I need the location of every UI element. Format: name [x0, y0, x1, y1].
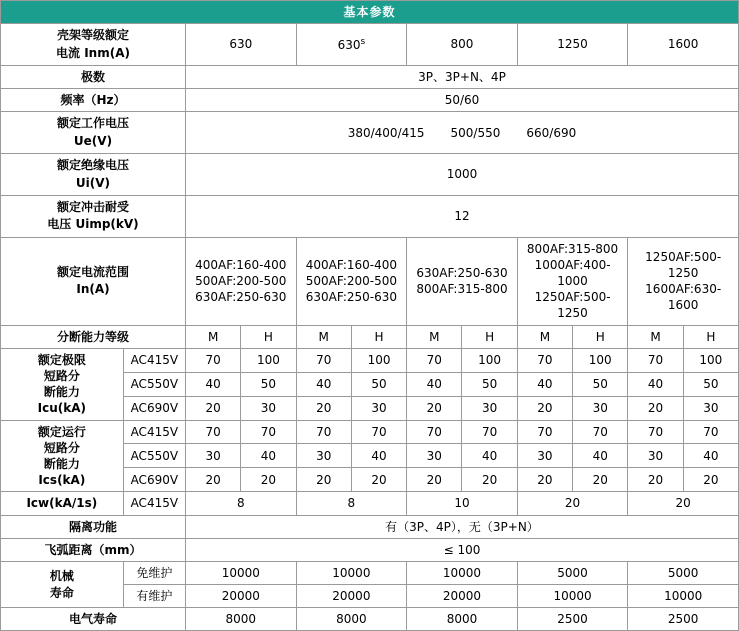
ultimate-ac690-6: 30 [462, 396, 517, 420]
current-range-col-4 [517, 237, 628, 325]
frame-current-value-1: 630 [185, 24, 296, 66]
service-ac415-9: 70 [628, 420, 683, 444]
service-ac415-4: 70 [351, 420, 406, 444]
icw-value-2: 8 [296, 492, 407, 515]
rated-working-voltage-value-3: 660/690 [526, 125, 577, 140]
mech-life-maint-1: 20000 [185, 585, 296, 608]
rated-insulation-voltage-label-line2: Ui(V) [75, 175, 111, 190]
service-ac550-4: 40 [351, 444, 406, 468]
row-label-ultimate-breaking-capacity [1, 348, 124, 420]
service-ac550-8: 40 [573, 444, 628, 468]
class-cell-1: M [185, 325, 240, 348]
row-rated-insulation-voltage [1, 154, 739, 196]
service-ac550-6: 40 [462, 444, 517, 468]
current-range-2-line2: 500AF:200-500 [305, 274, 397, 289]
row-poles [1, 65, 739, 88]
mech-life-maint-2: 20000 [296, 585, 407, 608]
row-service-ac415 [1, 420, 739, 444]
current-range-col-3 [407, 237, 518, 325]
electrical-life-3: 8000 [407, 608, 518, 631]
mech-life-free-1: 10000 [185, 561, 296, 584]
service-ac690-3: 20 [296, 468, 351, 492]
service-ac690-6: 20 [462, 468, 517, 492]
current-range-col-2 [296, 237, 407, 325]
mech-life-maint-5: 10000 [628, 585, 739, 608]
icw-value-3: 10 [407, 492, 518, 515]
row-frequency [1, 89, 739, 112]
ultimate-ac690-8: 30 [573, 396, 628, 420]
class-cell-2: H [241, 325, 296, 348]
row-label-rated-insulation-voltage [1, 154, 186, 196]
row-mech-life-free [1, 561, 739, 584]
row-label-breaking-capacity-class: 分断能力等级 [1, 325, 186, 348]
ultimate-ac690-3: 20 [296, 396, 351, 420]
row-electrical-life [1, 608, 739, 631]
class-cell-4: H [351, 325, 406, 348]
class-cell-8: H [573, 325, 628, 348]
frame-current-value-5: 1600 [628, 24, 739, 66]
row-current-range [1, 237, 739, 325]
service-label-line4: Ics(kA) [38, 473, 86, 488]
electrical-life-4: 2500 [517, 608, 628, 631]
service-ac415-1: 70 [185, 420, 240, 444]
ultimate-ac415-9: 70 [628, 348, 683, 372]
rated-insulation-voltage-value: 1000 [185, 154, 738, 196]
current-range-2-line3: 630AF:250-630 [305, 290, 397, 305]
row-label-arc-distance: 飞弧距离（mm） [1, 538, 186, 561]
row-label-frame-current [1, 24, 186, 66]
service-ac550-2: 40 [241, 444, 296, 468]
frame-current-label-line2: 电流 Inm(A) [56, 45, 130, 60]
ultimate-ac550-4: 50 [351, 372, 406, 396]
ultimate-ac550-1: 40 [185, 372, 240, 396]
service-ac550-3: 30 [296, 444, 351, 468]
icw-value-5: 20 [628, 492, 739, 515]
class-cell-9: M [628, 325, 683, 348]
frequency-value: 50/60 [185, 89, 738, 112]
frame-current-value-4: 1250 [517, 24, 628, 66]
service-ac415-3: 70 [296, 420, 351, 444]
rated-working-voltage-label-line2: Ue(V) [73, 133, 113, 148]
service-label-line3: 断能力 [43, 456, 80, 471]
ultimate-ac690-2: 30 [241, 396, 296, 420]
row-label-electrical-life: 电气寿命 [1, 608, 186, 631]
rated-impulse-voltage-label-line1: 额定冲击耐受 [56, 199, 129, 214]
ultimate-ac415-3: 70 [296, 348, 351, 372]
current-range-1-line2: 500AF:200-500 [195, 274, 287, 289]
rated-impulse-voltage-value: 12 [185, 195, 738, 237]
ultimate-ac415-4: 100 [351, 348, 406, 372]
mech-life-free-2: 10000 [296, 561, 407, 584]
class-cell-3: M [296, 325, 351, 348]
row-breaking-capacity-class [1, 325, 739, 348]
service-ac415-5: 70 [407, 420, 462, 444]
class-cell-5: M [407, 325, 462, 348]
rated-impulse-voltage-label-line2: 电压 Uimp(kV) [47, 217, 139, 232]
service-ac690-1: 20 [185, 468, 240, 492]
service-voltage-label-ac690: AC690V [123, 468, 185, 492]
ultimate-ac550-5: 40 [407, 372, 462, 396]
service-ac415-7: 70 [517, 420, 572, 444]
service-ac690-9: 20 [628, 468, 683, 492]
ultimate-ac690-7: 20 [517, 396, 572, 420]
ultimate-voltage-label-ac550: AC550V [123, 372, 185, 396]
table-title-row [1, 1, 739, 24]
ultimate-ac550-8: 50 [573, 372, 628, 396]
service-label-line1: 额定运行 [37, 424, 86, 439]
frame-current-value-2-text: 630 [337, 37, 361, 52]
row-label-isolation: 隔离功能 [1, 515, 186, 538]
row-label-poles: 极数 [1, 65, 186, 88]
ultimate-ac690-10: 30 [683, 396, 738, 420]
arc-distance-value: ≤ 100 [185, 538, 738, 561]
rated-insulation-voltage-label-line1: 额定绝缘电压 [56, 158, 129, 173]
service-ac415-6: 70 [462, 420, 517, 444]
mech-life-maint-3: 20000 [407, 585, 518, 608]
frame-current-superscript: s [360, 36, 366, 47]
ultimate-ac415-8: 100 [573, 348, 628, 372]
rated-working-voltage-value-2: 500/550 [450, 125, 501, 140]
row-label-current-range [1, 237, 186, 325]
mech-life-free-3: 10000 [407, 561, 518, 584]
ultimate-ac550-2: 50 [241, 372, 296, 396]
electrical-life-1: 8000 [185, 608, 296, 631]
ultimate-label-line4: Icu(kA) [37, 401, 86, 416]
mech-life-label-line2: 寿命 [49, 585, 74, 600]
frame-current-value-3: 800 [407, 24, 518, 66]
rated-working-voltage-value-1: 380/400/415 [347, 125, 425, 140]
mech-life-label-line1: 机械 [49, 569, 74, 584]
class-cell-6: H [462, 325, 517, 348]
mech-life-free-5: 5000 [628, 561, 739, 584]
service-voltage-label-ac415: AC415V [123, 420, 185, 444]
ultimate-ac550-3: 40 [296, 372, 351, 396]
current-range-3-line1: 630AF:250-630 [416, 265, 508, 280]
current-range-5-line2: 1600AF:630-1600 [645, 282, 722, 313]
row-label-frequency: 频率（Hz） [1, 89, 186, 112]
class-cell-7: M [517, 325, 572, 348]
service-ac690-7: 20 [517, 468, 572, 492]
class-cell-10: H [683, 325, 738, 348]
page-title: 基本参数 [1, 1, 739, 24]
service-ac550-7: 30 [517, 444, 572, 468]
row-rated-working-voltage [1, 112, 739, 154]
row-frame-current [1, 24, 739, 66]
frame-current-value-2 [296, 24, 407, 66]
poles-value: 3P、3P+N、4P [185, 65, 738, 88]
icw-voltage-label: AC415V [123, 492, 185, 515]
ultimate-ac690-1: 20 [185, 396, 240, 420]
service-ac690-10: 20 [683, 468, 738, 492]
current-range-col-1 [185, 237, 296, 325]
service-voltage-label-ac550: AC550V [123, 444, 185, 468]
current-range-1-line1: 400AF:160-400 [195, 257, 287, 272]
ultimate-ac690-9: 20 [628, 396, 683, 420]
ultimate-voltage-label-ac415: AC415V [123, 348, 185, 372]
row-label-icw: Icw(kA/1s) [1, 492, 124, 515]
mech-life-maint-4: 10000 [517, 585, 628, 608]
service-ac690-2: 20 [241, 468, 296, 492]
current-range-4-line1: 800AF:315-800 [526, 241, 619, 256]
ultimate-label-line2: 短路分 [43, 369, 80, 383]
current-range-2-line1: 400AF:160-400 [305, 257, 397, 272]
frame-current-label-line1: 壳架等级额定 [56, 28, 129, 43]
current-range-label-line2: In(A) [76, 282, 110, 297]
service-ac690-8: 20 [573, 468, 628, 492]
electrical-life-5: 2500 [628, 608, 739, 631]
row-label-service-breaking-capacity [1, 420, 124, 492]
service-ac415-10: 70 [683, 420, 738, 444]
row-label-mech-life [1, 561, 124, 607]
service-ac550-9: 30 [628, 444, 683, 468]
ultimate-voltage-label-ac690: AC690V [123, 396, 185, 420]
row-arc-distance [1, 538, 739, 561]
current-range-label-line1: 额定电流范围 [56, 264, 129, 279]
service-ac690-4: 20 [351, 468, 406, 492]
current-range-col-5 [628, 237, 739, 325]
current-range-4-line3: 1250AF:500-1250 [534, 290, 611, 321]
ultimate-ac690-4: 30 [351, 396, 406, 420]
mech-life-free-4: 5000 [517, 561, 628, 584]
maintenance-required-label: 有维护 [123, 585, 185, 608]
row-label-rated-working-voltage [1, 112, 186, 154]
service-ac550-5: 30 [407, 444, 462, 468]
service-ac690-5: 20 [407, 468, 462, 492]
ultimate-ac550-9: 40 [628, 372, 683, 396]
ultimate-ac690-5: 20 [407, 396, 462, 420]
ultimate-ac415-1: 70 [185, 348, 240, 372]
current-range-4-line2: 1000AF:400-1000 [534, 257, 611, 289]
service-label-line2: 短路分 [43, 440, 80, 455]
ultimate-ac415-7: 70 [517, 348, 572, 372]
ultimate-ac550-7: 40 [517, 372, 572, 396]
service-ac550-10: 40 [683, 444, 738, 468]
icw-value-1: 8 [185, 492, 296, 515]
row-ultimate-ac415 [1, 348, 739, 372]
electrical-life-2: 8000 [296, 608, 407, 631]
ultimate-ac415-6: 100 [462, 348, 517, 372]
isolation-value: 有（3P、4P），无（3P+N） [185, 515, 738, 538]
rated-working-voltage-label-line1: 额定工作电压 [56, 116, 129, 131]
row-isolation [1, 515, 739, 538]
service-ac550-1: 30 [185, 444, 240, 468]
maintenance-free-label: 免维护 [123, 561, 185, 584]
ultimate-label-line1: 额定极限 [37, 352, 86, 367]
icw-value-4: 20 [517, 492, 628, 515]
ultimate-label-line3: 断能力 [43, 385, 80, 400]
current-range-1-line3: 630AF:250-630 [195, 290, 287, 305]
ultimate-ac415-5: 70 [407, 348, 462, 372]
ultimate-ac550-10: 50 [683, 372, 738, 396]
row-rated-impulse-voltage [1, 195, 739, 237]
current-range-5-line1: 1250AF:500-1250 [645, 249, 722, 280]
ultimate-ac550-6: 50 [462, 372, 517, 396]
ultimate-ac415-2: 100 [241, 348, 296, 372]
row-icw [1, 492, 739, 515]
service-ac415-8: 70 [573, 420, 628, 444]
row-label-rated-impulse-voltage [1, 195, 186, 237]
current-range-3-line2: 800AF:315-800 [416, 282, 508, 297]
service-ac415-2: 70 [241, 420, 296, 444]
rated-working-voltage-values [185, 112, 738, 154]
ultimate-ac415-10: 100 [683, 348, 738, 372]
